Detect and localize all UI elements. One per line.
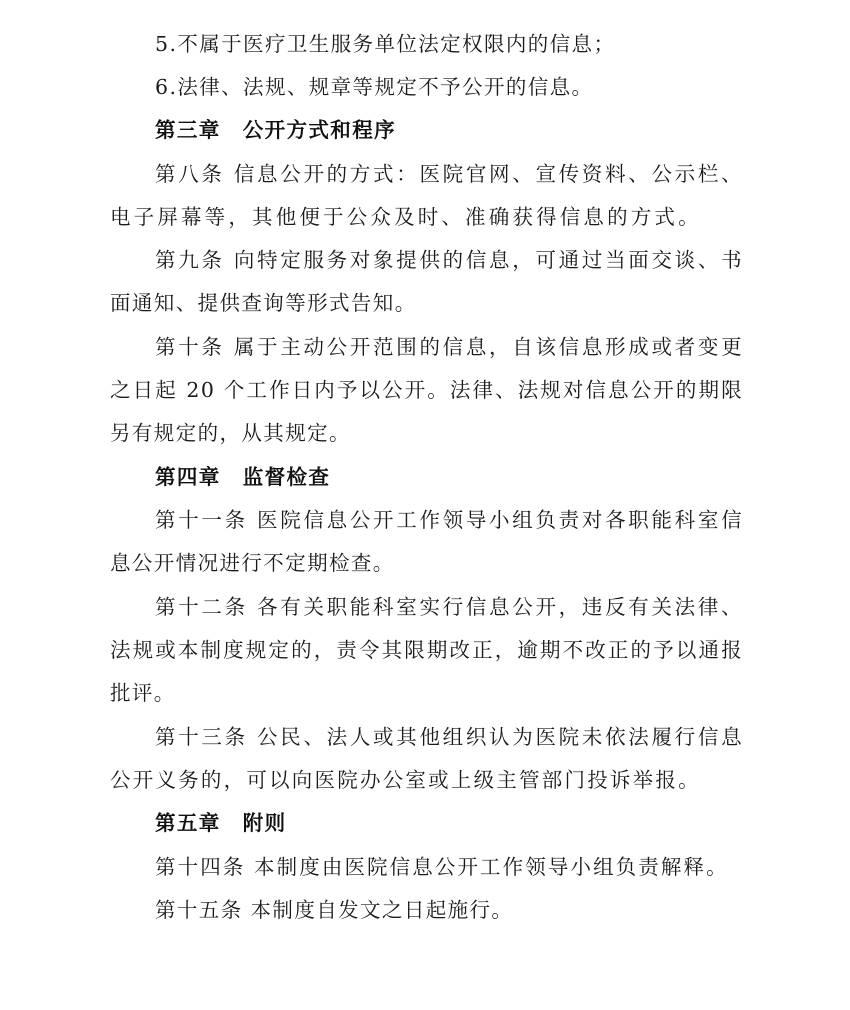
chapter-heading-5 xyxy=(155,810,287,836)
chapter-title: 公开方式和程序 xyxy=(242,118,397,142)
article-9-line-1: 第九条 向特定服务对象提供的信息，可通过当面交谈、书 xyxy=(155,248,743,272)
list-item-6: 6.法律、法规、规章等规定不予公开的信息。 xyxy=(155,75,594,99)
article-13-line-1: 第十三条 公民、法人或其他组织认为医院未依法履行信息 xyxy=(155,725,743,749)
article-13-line-2: 公开义务的，可以向医院办公室或上级主管部门投诉举报。 xyxy=(110,768,700,792)
article-10-line-1: 第十条 属于主动公开范围的信息，自该信息形成或者变更 xyxy=(155,335,743,359)
article-11-line-1: 第十一条 医院信息公开工作领导小组负责对各职能科室信 xyxy=(155,508,743,532)
article-8-line-2: 电子屏幕等，其他便于公众及时、准确获得信息的方式。 xyxy=(110,205,700,229)
article-8-line-1: 第八条 信息公开的方式：医院官网、宣传资料、公示栏、 xyxy=(155,162,743,186)
article-14: 第十四条 本制度由医院信息公开工作领导小组负责解释。 xyxy=(155,855,728,879)
chapter-title: 监督检查 xyxy=(242,465,331,489)
chapter-heading-3 xyxy=(155,117,396,143)
list-item-5: 5.不属于医疗卫生服务单位法定权限内的信息； xyxy=(155,32,616,56)
chapter-number: 第四章 xyxy=(155,465,221,489)
article-9-line-2: 面通知、提供查询等形式告知。 xyxy=(110,291,417,315)
article-12-line-3: 批评。 xyxy=(110,681,176,705)
article-12-line-1: 第十二条 各有关职能科室实行信息公开，违反有关法律、 xyxy=(155,595,743,619)
article-10-line-3: 另有规定的，从其规定。 xyxy=(110,421,351,445)
chapter-number: 第三章 xyxy=(155,118,221,142)
chapter-heading-4 xyxy=(155,464,330,490)
article-15: 第十五条 本制度自发文之日起施行。 xyxy=(155,898,514,922)
chapter-number: 第五章 xyxy=(155,811,221,835)
chapter-title: 附则 xyxy=(242,811,287,835)
article-10-line-2: 之日起 20 个工作日内予以公开。法律、法规对信息公开的期限 xyxy=(110,378,743,402)
article-11-line-2: 息公开情况进行不定期检查。 xyxy=(110,551,395,575)
article-12-line-2: 法规或本制度规定的，责令其限期改正，逾期不改正的予以通报 xyxy=(110,638,743,662)
